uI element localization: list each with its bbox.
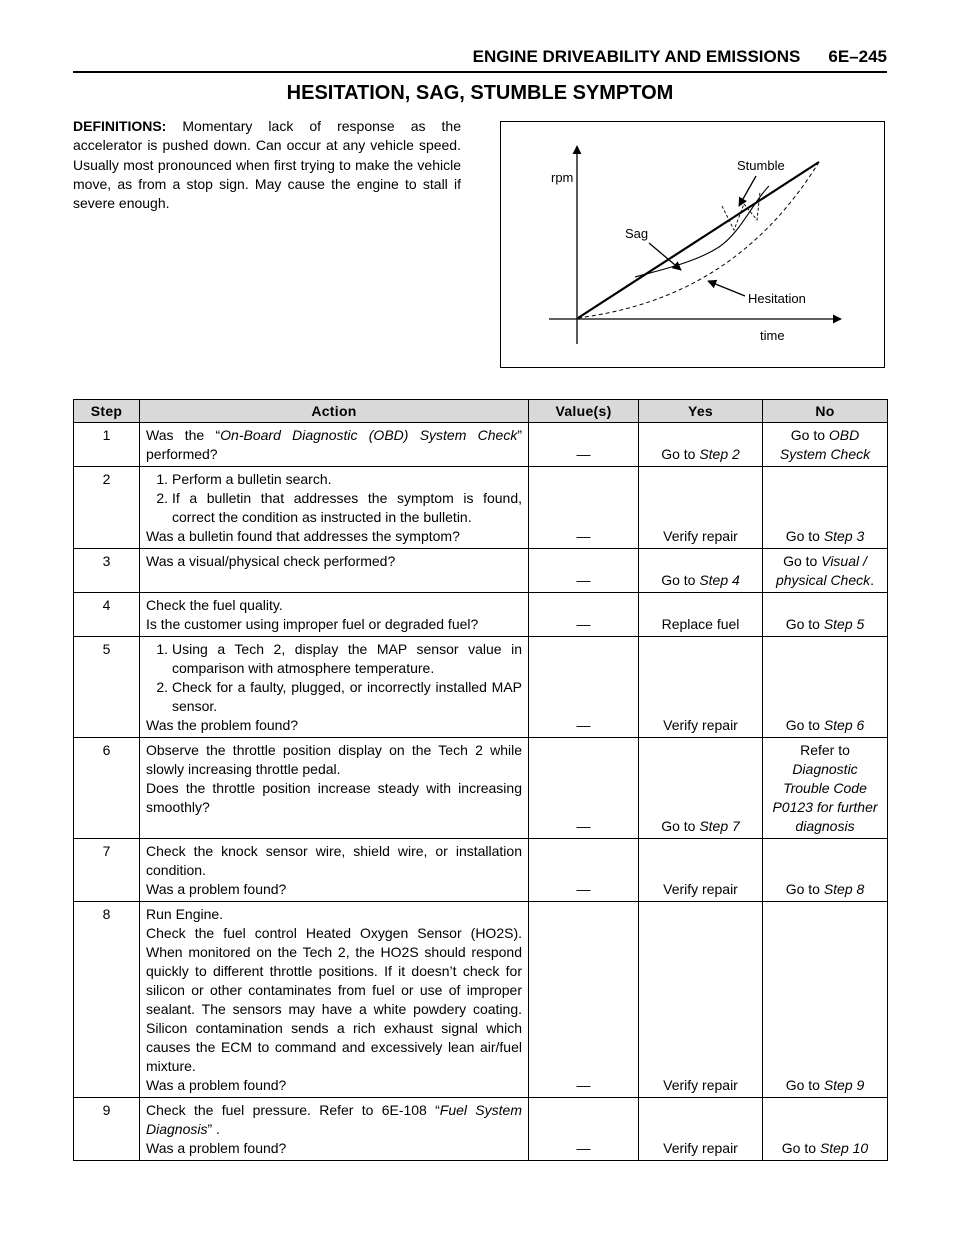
sag-leader: [649, 243, 681, 270]
list-text: If a bulletin that addresses the symptom is found, correct the condition as instructed in the bulletin.: [172, 490, 522, 525]
yes-cell: [639, 549, 763, 593]
step-number: 1: [74, 423, 140, 467]
page-title: HESITATION, SAG, STUMBLE SYMPTOM: [286, 82, 674, 104]
action-text: Was the “: [146, 427, 221, 443]
value-cell: —: [529, 467, 639, 549]
definitions-text: Momentary lack of response as the accelerator is pushed down. Can occur at any vehicle speed. Usually most pronounced when first trying to make the vehicle move, as from a stop sign. May cause the engine to stall if severe enough.: [73, 118, 461, 212]
no-text: Go to: [785, 1077, 824, 1093]
yes-text: Go to: [661, 572, 700, 588]
step-number: 3: [74, 549, 140, 593]
no-text: Go to: [785, 881, 824, 897]
yes-cell: Verify repair: [639, 902, 763, 1098]
list-number: 1.: [156, 641, 168, 657]
yes-text: Go to: [661, 818, 700, 834]
no-text: .: [870, 572, 875, 588]
page-header: [73, 47, 887, 67]
section-title: ENGINE DRIVEABILITY AND EMISSIONS: [472, 47, 801, 66]
page-number: 6E–245: [828, 47, 887, 66]
hesitation-label: Hesitation: [748, 291, 806, 306]
diagnostic-table: [73, 399, 888, 1161]
yes-cell: Verify repair: [639, 637, 763, 738]
action-question: Does the throttle position increase steady with increasing smoothly?: [146, 780, 522, 815]
stumble-leader: [739, 176, 756, 206]
action-cell: Was a visual/physical check performed?: [140, 549, 529, 593]
step-number: 8: [74, 902, 140, 1098]
action-text: Check the fuel quality.: [146, 597, 283, 613]
no-cell: [763, 637, 888, 738]
action-text: Check the fuel pressure. Refer to 6E-108 “: [146, 1102, 440, 1118]
table-row: [74, 549, 888, 593]
symptom-diagram: [500, 121, 885, 368]
no-reference: OBD System Check: [779, 427, 871, 462]
action-question: Was a problem found?: [146, 1077, 287, 1093]
step-number: 9: [74, 1098, 140, 1161]
step-number: 2: [74, 467, 140, 549]
no-cell: [763, 423, 888, 467]
list-item: [146, 470, 522, 489]
table-row: [74, 738, 888, 839]
definitions-label: DEFINITIONS:: [73, 118, 167, 134]
yes-cell: Replace fuel: [639, 593, 763, 637]
action-cell: [140, 637, 529, 738]
header-rule: [73, 71, 887, 73]
no-reference: Visual / physical Check: [775, 553, 871, 588]
stumble-label: Stumble: [737, 158, 785, 173]
hesitation-leader: [708, 281, 745, 296]
action-cell: [140, 902, 529, 1098]
step-number: 5: [74, 637, 140, 738]
table-row: [74, 839, 888, 902]
y-axis-label: rpm: [551, 170, 574, 185]
no-text: Go to: [781, 1140, 820, 1156]
no-cell: [763, 467, 888, 549]
list-number: 2.: [156, 679, 168, 695]
value-cell: —: [529, 738, 639, 839]
value-cell: —: [529, 593, 639, 637]
action-reference: Fuel System Diagnosis: [146, 1102, 522, 1137]
action-question: Was a problem found?: [146, 1140, 287, 1156]
value-cell: —: [529, 902, 639, 1098]
yes-cell: Verify repair: [639, 839, 763, 902]
no-cell: [763, 549, 888, 593]
value-cell: —: [529, 423, 639, 467]
no-text: Go to: [785, 616, 824, 632]
action-text: ” performed?: [146, 427, 522, 462]
yes-cell: [639, 423, 763, 467]
no-reference: Step 10: [819, 1140, 869, 1156]
action-text: ” .: [207, 1121, 220, 1137]
no-text: Go to: [785, 717, 824, 733]
value-cell: —: [529, 1098, 639, 1161]
table-row: [74, 1098, 888, 1161]
no-text: Refer to: [800, 742, 850, 758]
action-text: Observe the throttle position display on the Tech 2 while slowly increasing throttle pedal.: [146, 742, 522, 777]
list-item: [146, 678, 522, 716]
no-text: Go to: [790, 427, 829, 443]
step-number: 6: [74, 738, 140, 839]
table-row: [74, 637, 888, 738]
no-reference: Step 9: [823, 1077, 865, 1093]
column-header-no: No: [763, 400, 888, 423]
action-cell: [140, 1098, 529, 1161]
no-cell: [763, 738, 888, 839]
action-cell: [140, 738, 529, 839]
table-header-row: [74, 400, 888, 423]
action-text: Check the fuel control Heated Oxygen Sensor (HO2S). When monitored on the Tech 2, the HO2S should respond quickly to different throttle positions. If it doesn’t check for silicon or other contaminates from fuel or use of improper sealant. The sensors may have a white powdery coating. Silicon contamination sends a rich exhaust signal which causes the ECM to command and excessively lean air/fuel mixture.: [146, 925, 522, 1074]
column-header-values: Value(s): [529, 400, 639, 423]
no-cell: [763, 902, 888, 1098]
yes-reference: Step 4: [699, 572, 740, 588]
list-text: Perform a bulletin search.: [172, 471, 332, 487]
no-reference: Step 8: [823, 881, 865, 897]
column-header-action: Action: [140, 400, 529, 423]
no-text: Go to: [783, 553, 822, 569]
table-row: [74, 902, 888, 1098]
value-cell: —: [529, 839, 639, 902]
action-cell: [140, 593, 529, 637]
action-cell: [140, 839, 529, 902]
yes-reference: Step 7: [699, 818, 740, 834]
no-text: Go to: [785, 528, 824, 544]
action-text: Check the knock sensor wire, shield wire, or installation condition.: [146, 843, 522, 878]
no-reference: Step 3: [823, 528, 865, 544]
step-number: 4: [74, 593, 140, 637]
no-cell: [763, 593, 888, 637]
no-reference: Diagnostic Trouble Code P0123 for further diagnosis: [772, 761, 878, 834]
table-row: [74, 467, 888, 549]
action-question: Was a problem found?: [146, 881, 287, 897]
yes-reference: Step 2: [699, 446, 740, 462]
value-cell: —: [529, 637, 639, 738]
list-item: [146, 489, 522, 527]
definitions-paragraph: [73, 117, 461, 213]
action-question: Was a bulletin found that addresses the symptom?: [146, 528, 460, 544]
table-row: [74, 593, 888, 637]
value-cell: —: [529, 549, 639, 593]
list-item: [146, 640, 522, 678]
list-number: 1.: [156, 471, 168, 487]
action-reference: On-Board Diagnostic (OBD) System Check: [220, 427, 518, 443]
action-question: Was the problem found?: [146, 717, 299, 733]
yes-cell: Verify repair: [639, 467, 763, 549]
yes-text: Go to: [661, 446, 700, 462]
action-text: Run Engine.: [146, 906, 224, 922]
x-axis-label: time: [760, 328, 785, 343]
no-reference: Step 6: [823, 717, 865, 733]
action-cell: [140, 467, 529, 549]
step-number: 7: [74, 839, 140, 902]
no-reference: Step 5: [823, 616, 865, 632]
no-cell: [763, 839, 888, 902]
list-text: Using a Tech 2, display the MAP sensor value in comparison with atmosphere temperature.: [172, 641, 522, 676]
yes-cell: Verify repair: [639, 1098, 763, 1161]
table-row: [74, 423, 888, 467]
no-cell: [763, 1098, 888, 1161]
list-text: Check for a faulty, plugged, or incorrectly installed MAP sensor.: [172, 679, 522, 714]
column-header-step: Step: [74, 400, 140, 423]
sag-label: Sag: [625, 226, 649, 241]
action-cell: [140, 423, 529, 467]
action-question: Is the customer using improper fuel or degraded fuel?: [146, 616, 479, 632]
column-header-yes: Yes: [639, 400, 763, 423]
yes-cell: [639, 738, 763, 839]
sag-curve: [635, 186, 769, 277]
list-number: 2.: [156, 490, 168, 506]
